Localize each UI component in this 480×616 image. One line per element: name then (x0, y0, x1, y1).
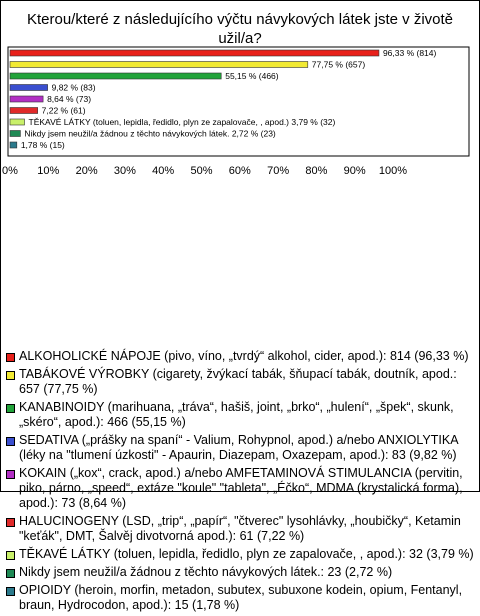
data-label-4: 8,64 % (73) (47, 94, 92, 104)
legend-item-0 (6, 349, 474, 364)
x-tick-label-4: 40% (152, 165, 175, 177)
x-tick-label-3: 30% (113, 165, 136, 177)
legend-swatch-1 (6, 371, 15, 380)
data-label-6: TĚKAVÉ LÁTKY (toluen, lepidla, ředidlo, plyn ze zapalovače, , apod.) 3,79 % (32) (28, 117, 336, 127)
legend-item-1 (6, 367, 474, 397)
legend-text-8: OPIOIDY (heroin, morfin, metadon, subutex, subuxone kodein, opium, Fentanyl, braun, Hydrocodon, apod.): 15 (1,78 %) (19, 583, 463, 612)
legend-text-0: ALKOHOLICKÉ NÁPOJE (pivo, víno, „tvrdý“ alkohol, cider, apod.): 814 (96,33 %) (19, 349, 469, 363)
bar-7 (10, 131, 20, 137)
legend-item-3 (6, 433, 474, 463)
bar-3 (10, 85, 48, 91)
x-tick-label-2: 20% (75, 165, 98, 177)
bar-8 (10, 142, 17, 148)
legend-item-4 (6, 466, 474, 511)
legend-item-5 (6, 514, 474, 544)
legend-item-7 (6, 565, 474, 580)
x-tick-label-7: 70% (267, 165, 290, 177)
legend-swatch-0 (6, 353, 15, 362)
chart-title: Kterou/které z následujícího výčtu návykových látek jste v životě užil/a? (26, 11, 454, 47)
legend-text-6: TĚKAVÉ LÁTKY (toluen, lepidla, ředidlo, plyn ze zapalovače, , apod.): 32 (3,79 %) (19, 547, 474, 561)
bar-0 (10, 50, 379, 56)
data-label-0: 96,33 % (814) (382, 48, 437, 58)
legend-swatch-7 (6, 569, 15, 578)
data-label-3: 9,82 % (83) (51, 82, 96, 93)
data-label-8: 1,78 % (15) (20, 140, 65, 150)
x-tick-label-9: 90% (343, 165, 366, 177)
legend-item-6 (6, 547, 474, 562)
bar-5 (10, 108, 38, 114)
data-label-1: 77,75 % (657) (311, 59, 366, 70)
bar-1 (10, 62, 308, 68)
bar-2 (10, 73, 221, 79)
legend-item-8 (6, 583, 474, 613)
x-tick-label-8: 80% (305, 165, 328, 177)
data-label-7: Nikdy jsem neužil/a žádnou z těchto návykových látek. 2,72 % (23) (24, 128, 276, 139)
legend-text-3: SEDATIVA („prášky na spaní“ - Valium, Rohypnol, apod.) a/nebo ANXIOLYTIKA (léky na "tlumení úzkosti" - Apaurin, Diazepam, Oxazepam, apod.): 83 (9,82 %) (19, 433, 458, 462)
legend-swatch-4 (6, 470, 15, 479)
legend-swatch-8 (6, 587, 15, 596)
x-tick-label-1: 10% (37, 165, 60, 177)
x-tick-label-0: 0% (2, 165, 18, 177)
x-tick-label-6: 60% (228, 165, 251, 177)
legend-swatch-2 (6, 404, 15, 413)
chart-legend (6, 349, 474, 616)
bar-4 (10, 96, 43, 102)
x-tick-label-10: 100% (378, 165, 408, 177)
legend-text-7: Nikdy jsem neužil/a žádnou z těchto návykových látek.: 23 (2,72 %) (19, 565, 393, 579)
legend-swatch-5 (6, 518, 15, 527)
legend-text-1: TABÁKOVÉ VÝROBKY (cigarety, žvýkací tabák, šňupací tabák, doutník, apod.: 657 (77,75 %) (19, 367, 457, 396)
x-tick-label-5: 50% (190, 165, 213, 177)
legend-text-5: HALUCINOGENY (LSD, „trip“, „papír“, "čtverec" lysohlávky, „houbičky“, Ketamin "keťák", DMT, Šalvěj divotvorná apod.): 61 (7,22 %) (19, 514, 461, 543)
data-label-2: 55,15 % (466) (225, 71, 279, 81)
legend-swatch-3 (6, 437, 15, 446)
legend-item-2 (6, 400, 474, 430)
legend-text-2: KANABINOIDY (marihuana, „tráva“, hašiš, joint, „brko“, „hulení“, „špek“, skunk, „skéro“, apod.): 466 (55,15 %) (19, 400, 454, 429)
data-label-5: 7,22 % (61) (41, 105, 86, 116)
legend-text-4: KOKAIN („kox“, crack, apod.) a/nebo AMFETAMINOVÁ STIMULANCIA (pervitin, piko, párno, „speed“, extáze "koule" "tableta", „Éčko“, MDMA (krystalická forma), apod.): 73 (8,64 %) (19, 466, 463, 510)
bar-6 (10, 119, 25, 125)
legend-swatch-6 (6, 551, 15, 560)
